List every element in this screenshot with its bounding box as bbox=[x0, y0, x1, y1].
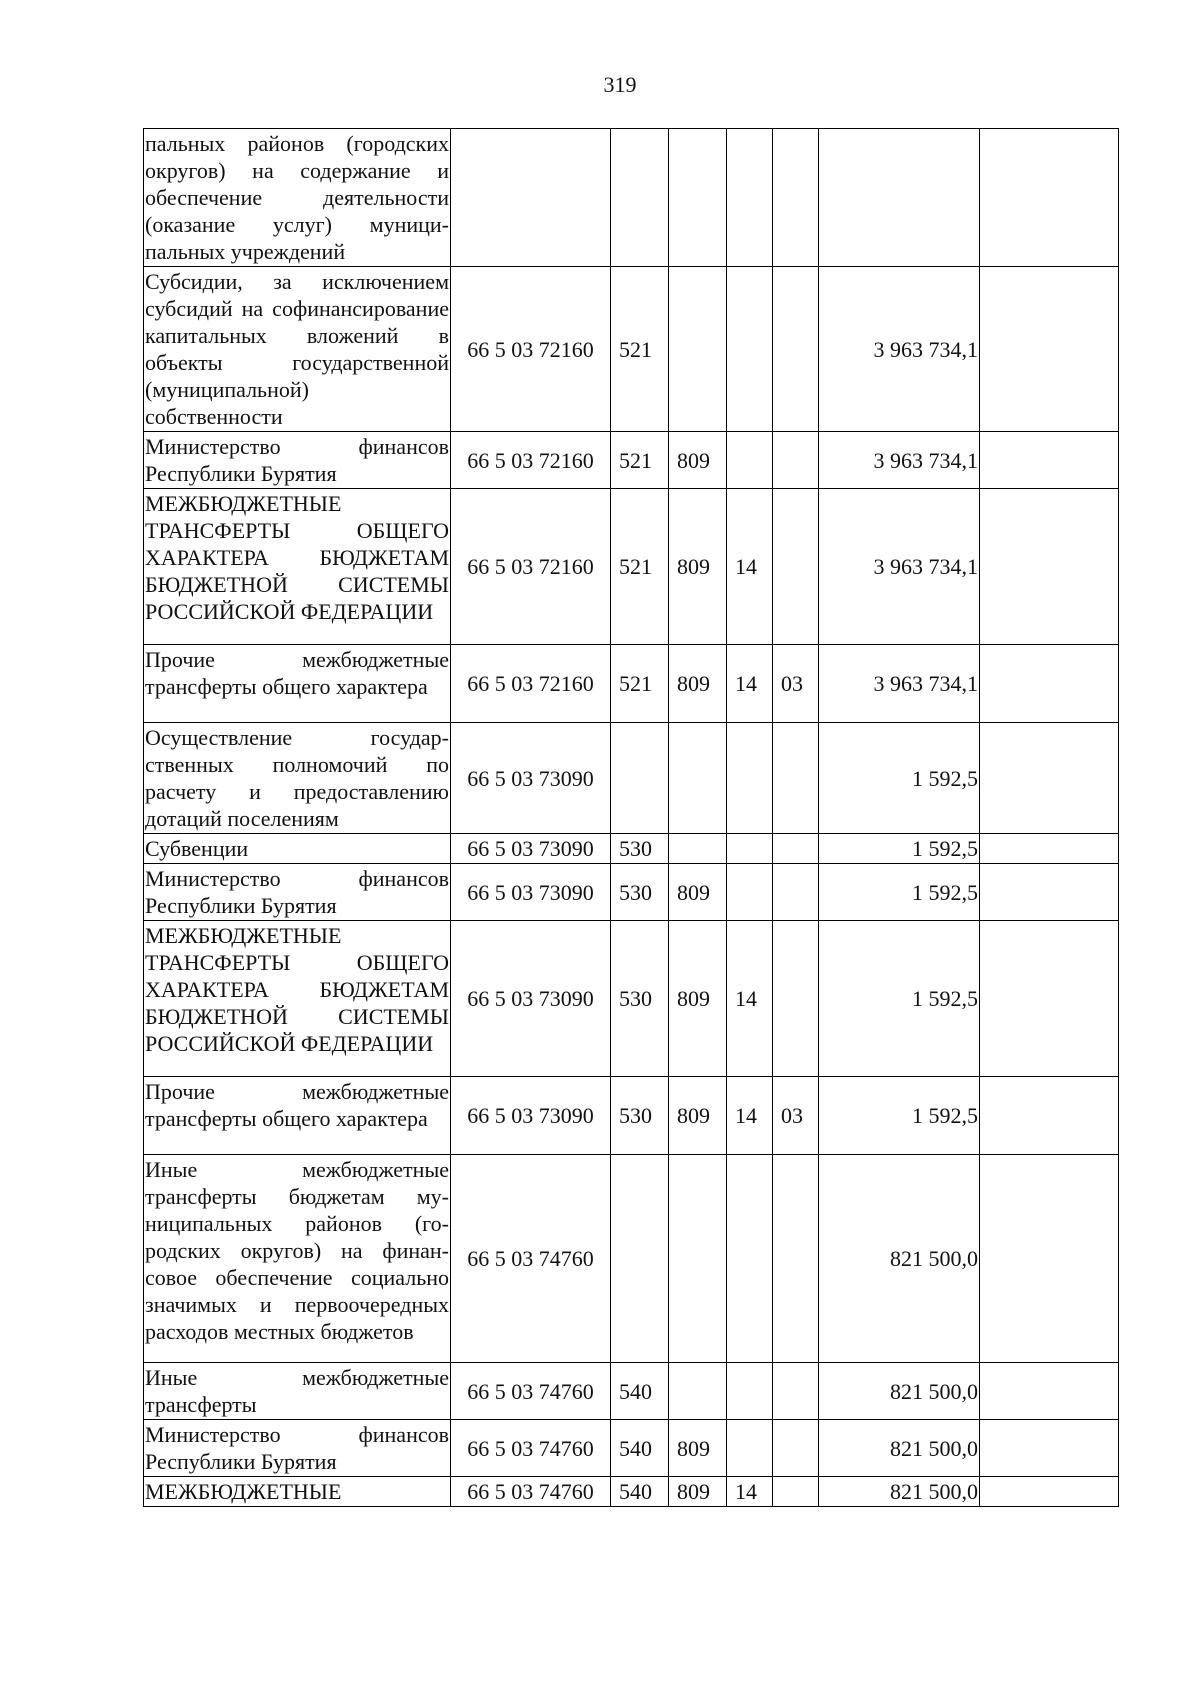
target-article-cell: 66 5 03 74760 bbox=[451, 1155, 611, 1363]
expense-type-cell: 530 bbox=[611, 834, 669, 864]
section-cell bbox=[727, 267, 773, 432]
table-row bbox=[144, 489, 1119, 645]
subsection-cell bbox=[773, 723, 819, 834]
expense-name-cell: Осуществление государственных полномочий по расчету и предоставлению дотаций поселениям bbox=[144, 723, 451, 834]
expense-type-cell: 530 bbox=[611, 864, 669, 921]
amount-cell: 1 592,5 bbox=[819, 834, 980, 864]
expense-name-cell: Субвенции bbox=[144, 834, 451, 864]
target-article-cell: 66 5 03 74760 bbox=[451, 1477, 611, 1507]
ministry-code-cell: 809 bbox=[669, 1077, 727, 1155]
target-article-cell: 66 5 03 73090 bbox=[451, 864, 611, 921]
section-cell: 14 bbox=[727, 1077, 773, 1155]
table-row bbox=[144, 1363, 1119, 1420]
target-article-cell: 66 5 03 74760 bbox=[451, 1363, 611, 1420]
section-cell bbox=[727, 864, 773, 921]
expense-name-cell: Прочие межбюджетные трансферты общего характера bbox=[144, 645, 451, 723]
expense-type-cell: 530 bbox=[611, 921, 669, 1077]
target-article-cell: 66 5 03 72160 bbox=[451, 645, 611, 723]
amount-cell: 821 500,0 bbox=[819, 1420, 980, 1477]
subsection-cell bbox=[773, 1477, 819, 1507]
subsection-cell bbox=[773, 489, 819, 645]
expense-name-cell: Министерство финансов Республики Бурятия bbox=[144, 1420, 451, 1477]
empty-cell bbox=[980, 645, 1119, 723]
subsection-cell bbox=[773, 1363, 819, 1420]
amount-cell: 1 592,5 bbox=[819, 864, 980, 921]
amount-cell: 3 963 734,1 bbox=[819, 267, 980, 432]
expense-name-cell: МЕЖБЮДЖЕТНЫЕ bbox=[144, 1477, 451, 1507]
amount-cell: 1 592,5 bbox=[819, 921, 980, 1077]
expense-type-cell bbox=[611, 723, 669, 834]
target-article-cell: 66 5 03 73090 bbox=[451, 921, 611, 1077]
table-row bbox=[144, 645, 1119, 723]
empty-cell bbox=[980, 723, 1119, 834]
expense-type-cell: 540 bbox=[611, 1420, 669, 1477]
ministry-code-cell: 809 bbox=[669, 432, 727, 489]
ministry-code-cell: 809 bbox=[669, 1420, 727, 1477]
expense-type-cell bbox=[611, 1155, 669, 1363]
table-row bbox=[144, 267, 1119, 432]
ministry-code-cell: 809 bbox=[669, 921, 727, 1077]
empty-cell bbox=[980, 1155, 1119, 1363]
section-cell bbox=[727, 1155, 773, 1363]
subsection-cell bbox=[773, 432, 819, 489]
empty-cell bbox=[980, 1077, 1119, 1155]
page-number: 319 bbox=[603, 72, 637, 97]
section-cell bbox=[727, 1363, 773, 1420]
ministry-code-cell: 809 bbox=[669, 864, 727, 921]
section-cell bbox=[727, 129, 773, 267]
subsection-cell bbox=[773, 921, 819, 1077]
subsection-cell bbox=[773, 834, 819, 864]
section-cell: 14 bbox=[727, 645, 773, 723]
expense-name-cell: Иные межбюджетные трансферты бюджетам муниципальных районов (городских округов) на финансовое обеспечение социально значимых и первоочередных расходов местных бюджетов bbox=[144, 1155, 451, 1363]
empty-cell bbox=[980, 1420, 1119, 1477]
subsection-cell bbox=[773, 1155, 819, 1363]
expense-type-cell: 521 bbox=[611, 432, 669, 489]
target-article-cell bbox=[451, 129, 611, 267]
table-row bbox=[144, 1477, 1119, 1507]
amount-cell bbox=[819, 129, 980, 267]
target-article-cell: 66 5 03 73090 bbox=[451, 834, 611, 864]
table-row bbox=[144, 834, 1119, 864]
expense-name-cell: Субсидии, за исключением субсидий на софинансирование капитальных вложений в объекты государственной (муниципальной) собственности bbox=[144, 267, 451, 432]
subsection-cell: 03 bbox=[773, 1077, 819, 1155]
subsection-cell bbox=[773, 267, 819, 432]
subsection-cell bbox=[773, 1420, 819, 1477]
expense-name-cell: МЕЖБЮДЖЕТНЫЕ ТРАНСФЕРТЫ ОБЩЕГО ХАРАКТЕРА БЮДЖЕТАМ БЮДЖЕТНОЙ СИСТЕМЫ РОССИЙСКОЙ ФЕДЕРАЦИИ bbox=[144, 489, 451, 645]
expense-name-cell: пальных районов (городских округов) на содержание и обеспечение деятельности (оказание услуг) муниципальных учреждений bbox=[144, 129, 451, 267]
amount-cell: 3 963 734,1 bbox=[819, 489, 980, 645]
target-article-cell: 66 5 03 73090 bbox=[451, 723, 611, 834]
expense-type-cell: 540 bbox=[611, 1363, 669, 1420]
expense-name-cell: Министерство финансов Республики Бурятия bbox=[144, 864, 451, 921]
table-row bbox=[144, 1077, 1119, 1155]
expense-name-cell: Иные межбюджетные трансферты bbox=[144, 1363, 451, 1420]
expense-type-cell: 521 bbox=[611, 489, 669, 645]
table-row bbox=[144, 864, 1119, 921]
target-article-cell: 66 5 03 72160 bbox=[451, 267, 611, 432]
amount-cell: 1 592,5 bbox=[819, 723, 980, 834]
budget-table bbox=[143, 128, 1119, 1507]
empty-cell bbox=[980, 267, 1119, 432]
amount-cell: 821 500,0 bbox=[819, 1155, 980, 1363]
section-cell bbox=[727, 432, 773, 489]
ministry-code-cell bbox=[669, 267, 727, 432]
empty-cell bbox=[980, 864, 1119, 921]
amount-cell: 821 500,0 bbox=[819, 1363, 980, 1420]
target-article-cell: 66 5 03 73090 bbox=[451, 1077, 611, 1155]
target-article-cell: 66 5 03 72160 bbox=[451, 432, 611, 489]
empty-cell bbox=[980, 834, 1119, 864]
table-row bbox=[144, 432, 1119, 489]
subsection-cell bbox=[773, 864, 819, 921]
amount-cell: 1 592,5 bbox=[819, 1077, 980, 1155]
amount-cell: 821 500,0 bbox=[819, 1477, 980, 1507]
expense-type-cell bbox=[611, 129, 669, 267]
expense-type-cell: 530 bbox=[611, 1077, 669, 1155]
table-row bbox=[144, 1155, 1119, 1363]
section-cell bbox=[727, 834, 773, 864]
ministry-code-cell: 809 bbox=[669, 489, 727, 645]
table-body bbox=[144, 129, 1119, 1507]
empty-cell bbox=[980, 129, 1119, 267]
ministry-code-cell: 809 bbox=[669, 645, 727, 723]
section-cell bbox=[727, 1420, 773, 1477]
section-cell: 14 bbox=[727, 489, 773, 645]
expense-name-cell: Прочие межбюджетные трансферты общего характера bbox=[144, 1077, 451, 1155]
section-cell: 14 bbox=[727, 921, 773, 1077]
section-cell bbox=[727, 723, 773, 834]
amount-cell: 3 963 734,1 bbox=[819, 645, 980, 723]
table-row bbox=[144, 129, 1119, 267]
table-row bbox=[144, 921, 1119, 1077]
amount-cell: 3 963 734,1 bbox=[819, 432, 980, 489]
target-article-cell: 66 5 03 72160 bbox=[451, 489, 611, 645]
empty-cell bbox=[980, 432, 1119, 489]
target-article-cell: 66 5 03 74760 bbox=[451, 1420, 611, 1477]
subsection-cell bbox=[773, 129, 819, 267]
empty-cell bbox=[980, 1363, 1119, 1420]
table-row bbox=[144, 1420, 1119, 1477]
ministry-code-cell bbox=[669, 129, 727, 267]
empty-cell bbox=[980, 489, 1119, 645]
expense-name-cell: Министерство финансов Республики Бурятия bbox=[144, 432, 451, 489]
ministry-code-cell: 809 bbox=[669, 1477, 727, 1507]
ministry-code-cell bbox=[669, 1155, 727, 1363]
expense-type-cell: 521 bbox=[611, 645, 669, 723]
expense-type-cell: 540 bbox=[611, 1477, 669, 1507]
empty-cell bbox=[980, 1477, 1119, 1507]
ministry-code-cell bbox=[669, 1363, 727, 1420]
empty-cell bbox=[980, 921, 1119, 1077]
expense-type-cell: 521 bbox=[611, 267, 669, 432]
ministry-code-cell bbox=[669, 834, 727, 864]
ministry-code-cell bbox=[669, 723, 727, 834]
section-cell: 14 bbox=[727, 1477, 773, 1507]
expense-name-cell: МЕЖБЮДЖЕТНЫЕ ТРАНСФЕРТЫ ОБЩЕГО ХАРАКТЕРА БЮДЖЕТАМ БЮДЖЕТНОЙ СИСТЕМЫ РОССИЙСКОЙ ФЕДЕРАЦИИ bbox=[144, 921, 451, 1077]
subsection-cell: 03 bbox=[773, 645, 819, 723]
table-row bbox=[144, 723, 1119, 834]
